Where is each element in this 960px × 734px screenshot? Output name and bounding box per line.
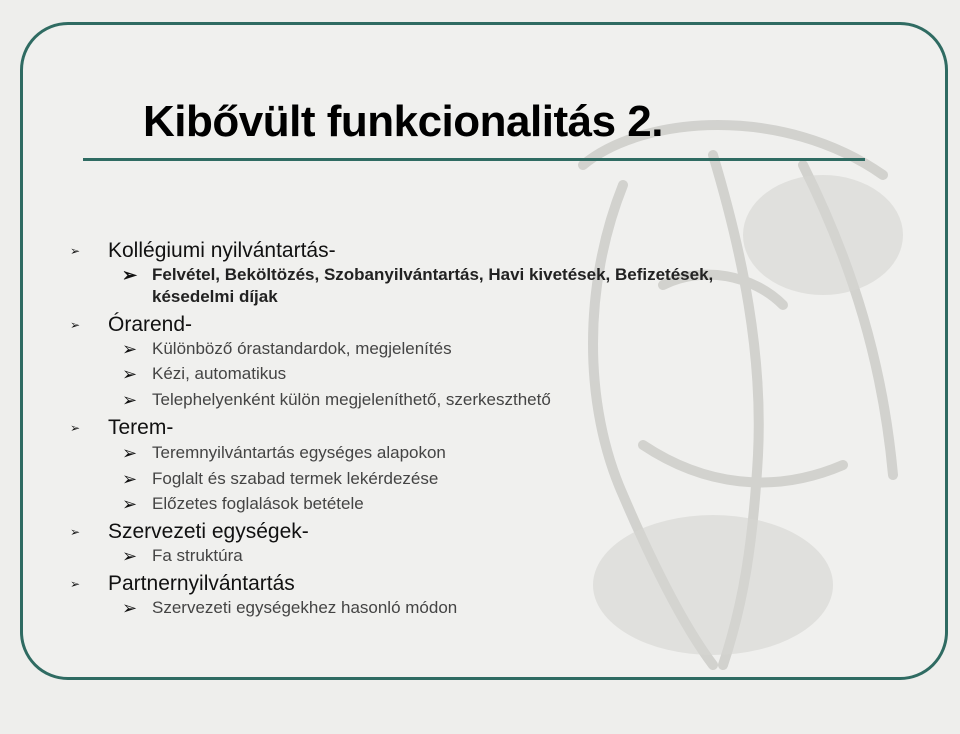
- title-divider: [83, 158, 865, 161]
- subitem-text: Kézi, automatikus: [152, 364, 287, 383]
- bullet-arrow-icon: ➢: [122, 265, 138, 285]
- bullet-arrow-icon: ➢: [70, 525, 81, 539]
- list-item-terem: [70, 416, 174, 440]
- section-heading: Szervezeti egységek-: [108, 520, 309, 543]
- bullet-arrow-icon: ➢: [122, 598, 138, 618]
- list-subitem-continuation: [152, 287, 278, 307]
- bullet-arrow-icon: ➢: [70, 421, 81, 435]
- slide-title: Kibővült funkcionalitás 2.: [143, 97, 663, 146]
- subitem-text: Különböző órastandardok, megjelenítés: [152, 339, 452, 358]
- list-subitem: [122, 598, 458, 618]
- section-heading: Partnernyilvántartás: [108, 572, 295, 595]
- bullet-arrow-icon: ➢: [122, 469, 138, 489]
- bullet-arrow-icon: ➢: [122, 494, 138, 514]
- subitem-text: Szervezeti egységekhez hasonló módon: [152, 598, 458, 617]
- bullet-arrow-icon: ➢: [122, 339, 138, 359]
- subitem-text: Telephelyenként külön megjeleníthető, szerkeszthető: [152, 390, 551, 409]
- subitem-text: Teremnyilvántartás egységes alapokon: [152, 443, 446, 462]
- list-subitem: [122, 364, 287, 384]
- bullet-arrow-icon: ➢: [122, 546, 138, 566]
- section-heading: Órarend-: [108, 313, 193, 336]
- bullet-arrow-icon: ➢: [122, 443, 138, 463]
- list-subitem: [122, 265, 714, 285]
- subitem-text: Előzetes foglalások betétele: [152, 494, 364, 513]
- bullet-arrow-icon: ➢: [122, 390, 138, 410]
- list-subitem: [122, 443, 446, 463]
- bullet-arrow-icon: ➢: [70, 244, 81, 258]
- section-heading: Terem-: [108, 416, 174, 439]
- bullet-arrow-icon: ➢: [122, 364, 138, 384]
- bullet-arrow-icon: ➢: [70, 577, 81, 591]
- subitem-text: Foglalt és szabad termek lekérdezése: [152, 469, 439, 488]
- list-subitem: [122, 339, 452, 359]
- subitem-text: Fa struktúra: [152, 546, 243, 565]
- list-item-szervezeti: [70, 520, 309, 544]
- list-item-kollegiumi: [70, 239, 336, 263]
- subitem-text: késedelmi díjak: [152, 287, 278, 306]
- list-subitem: [122, 546, 243, 566]
- list-item-orarend: [70, 313, 193, 337]
- list-subitem: [122, 469, 439, 489]
- list-item-partner: [70, 572, 295, 596]
- list-subitem: [122, 494, 364, 514]
- subitem-text: Felvétel, Beköltözés, Szobanyilvántartás, Havi kivetések, Befizetések,: [152, 265, 714, 284]
- section-heading: Kollégiumi nyilvántartás-: [108, 239, 336, 262]
- list-subitem: [122, 390, 551, 410]
- bullet-arrow-icon: ➢: [70, 318, 81, 332]
